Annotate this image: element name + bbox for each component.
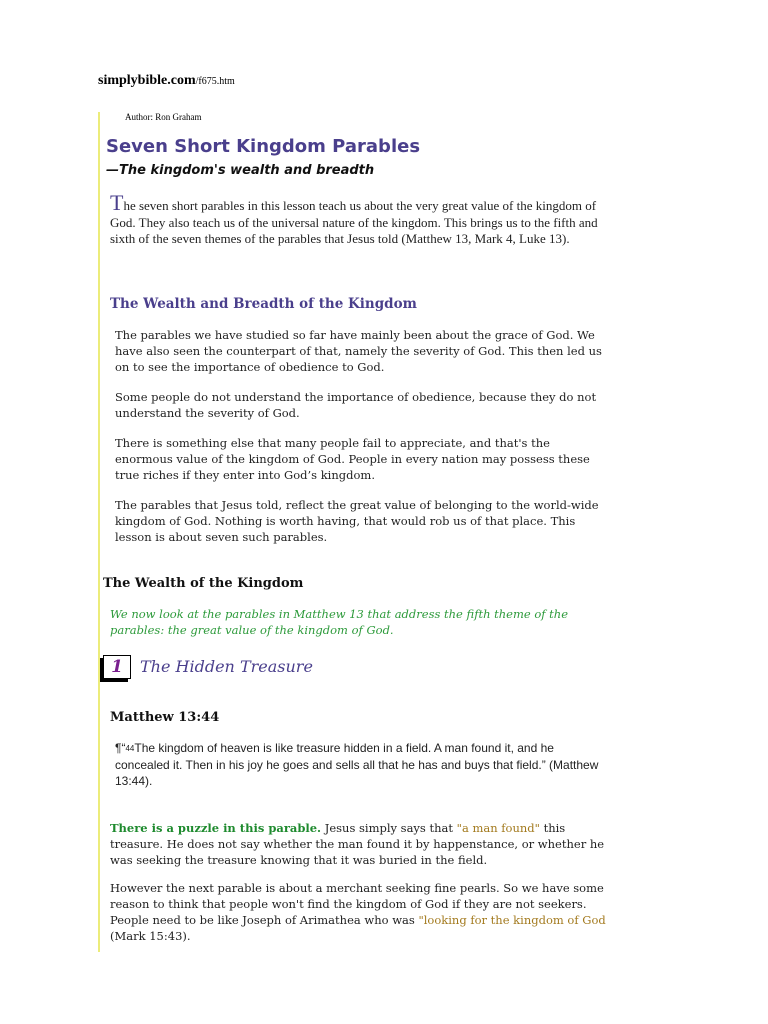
puzzle-text-1: Jesus simply says that xyxy=(321,821,457,835)
scripture-reference: Matthew 13:44 xyxy=(110,710,220,725)
intro-paragraph xyxy=(110,192,600,248)
however-text-2: (Mark 15:43). xyxy=(110,929,191,943)
quote-text: The kingdom of heaven is like treasure hidden in a field. A man found it, and he concealed it. Then in his joy he goes and sells all that he has and buys that field.” (Matthew 13:44). xyxy=(115,741,599,788)
drop-cap: T xyxy=(110,190,124,215)
body-paragraph: The parables that Jesus told, reflect the great value of belonging to the world-wide kingdom of God. Nothing is worth having, that would rob us of that place. This lesson is about seven such parables. xyxy=(115,498,599,544)
body-paragraph: Some people do not understand the importance of obedience, because they do not understand the severity of God. xyxy=(115,390,597,420)
puzzle-text-2: this treasure. He does not say whether the man found it by happenstance, or whether he was seeking the treasure knowing that it was buried in the field. xyxy=(110,821,605,867)
scripture-quote xyxy=(115,740,610,789)
section-intro: We now look at the parables in Matthew 13 that address the fifth theme of the parables: the great value of the kingdom of God. xyxy=(110,607,569,637)
article-title: Seven Short Kingdom Parables xyxy=(106,136,421,157)
author-line: Author: Ron Graham xyxy=(125,112,202,122)
however-text-1: However the next parable is about a merchant seeking fine pearls. So we have some reason to think that people won't find the kingdom of God if they are not seekers. People need to be like Joseph of Arimathea who was xyxy=(110,881,604,927)
article-subtitle: —The kingdom's wealth and breadth xyxy=(106,163,375,178)
body-paragraph: There is something else that many people fail to appreciate, and that's the enormous value of the kingdom of God. People in every nation may possess these true riches if they enter into God’s kingdom. xyxy=(115,436,590,482)
puzzle-lead: There is a puzzle in this parable. xyxy=(110,821,322,835)
site-path[interactable]: /f675.htm xyxy=(195,76,235,87)
parable-number-badge: 1 xyxy=(103,655,131,679)
puzzle-highlight: "a man found" xyxy=(456,821,540,835)
parable-title: The Hidden Treasure xyxy=(140,657,313,676)
puzzle-paragraph xyxy=(110,820,620,868)
verse-number: 44 xyxy=(125,744,135,753)
site-domain[interactable]: simplybible.com xyxy=(98,73,196,88)
section-heading-wealth: The Wealth of the Kingdom xyxy=(103,576,304,591)
intro-text: he seven short parables in this lesson teach us about the very great value of the kingdom of God. They also teach us of the universal nature of the kingdom. This brings us to the fifth and sixth of the seven themes of the parables that Jesus told (Matthew 13, Mark 4, Luke 13). xyxy=(110,198,598,246)
site-url[interactable] xyxy=(98,72,235,89)
body-paragraph: The parables we have studied so far have mainly been about the grace of God. We have also seen the counterpart of that, namely the severity of God. This then led us on to see the importance of obedience to God. xyxy=(115,328,602,374)
left-margin-rule xyxy=(98,112,100,952)
pilcrow-quote-mark: ¶“ xyxy=(115,741,126,755)
section-heading-wealth-breadth: The Wealth and Breadth of the Kingdom xyxy=(110,296,417,312)
however-highlight: "looking for the kingdom of God xyxy=(418,913,606,927)
however-paragraph xyxy=(110,880,610,944)
